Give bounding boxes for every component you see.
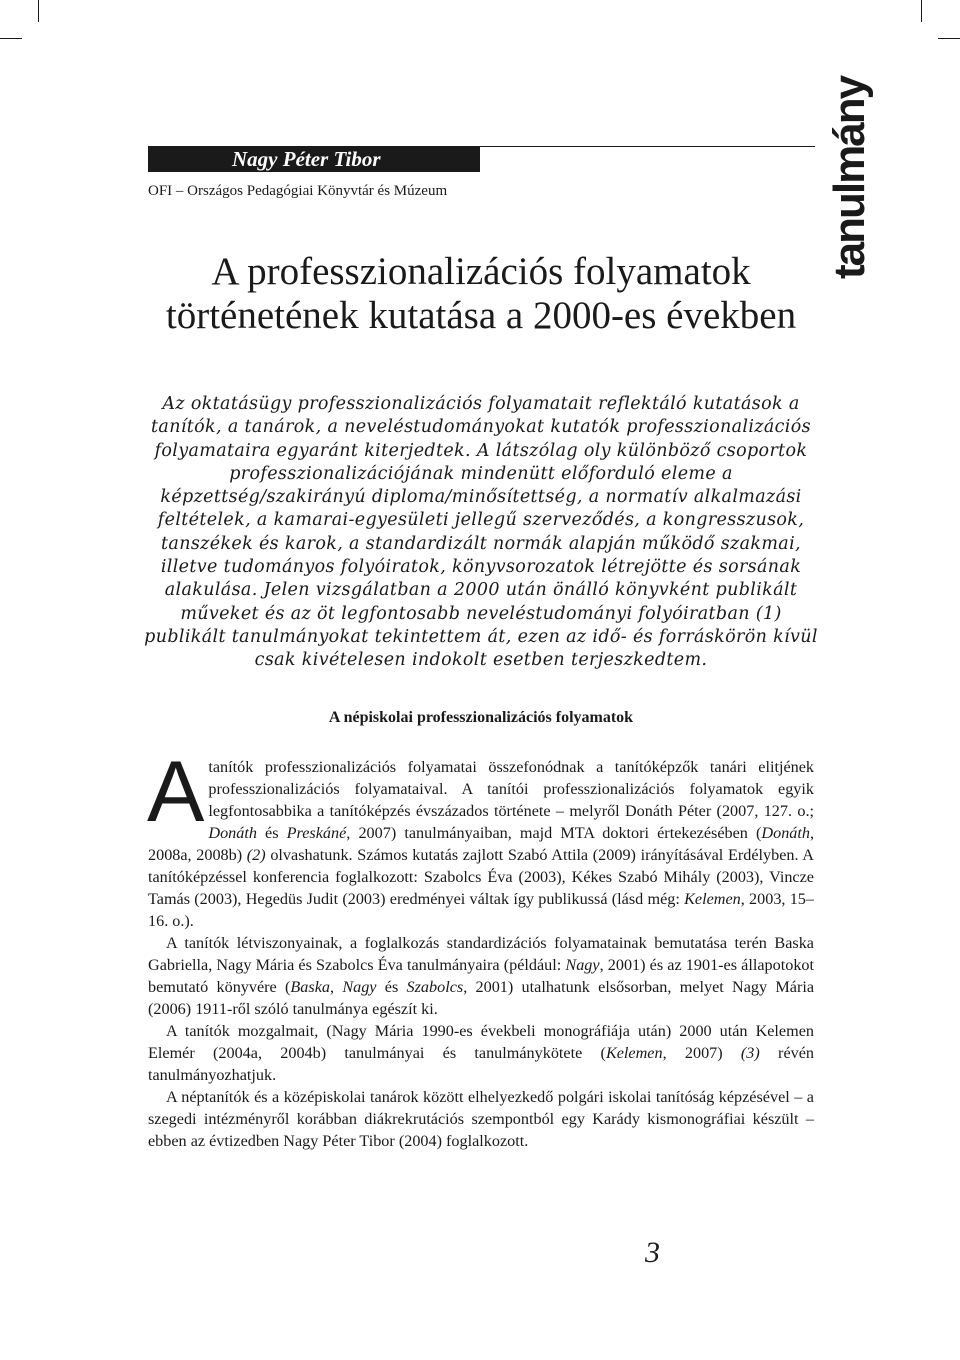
crop-mark <box>0 38 22 39</box>
text-run: , 2001) utalhatunk elsősorban, melyet Nagy Mária (2006) 1911-ről szóló tanulmánya egészít ki. <box>148 978 815 1018</box>
affiliation: OFI – Országos Pedagógiai Könyvtár és Múzeum <box>148 183 448 199</box>
header-rule <box>480 146 815 147</box>
paragraph <box>148 932 814 1020</box>
italic-run: Nagy <box>565 956 600 974</box>
article-title: A professzionalizációs folyamatok történetének kutatása a 2000-es években <box>165 250 797 337</box>
italic-run: Kelemen <box>605 1044 663 1062</box>
drop-cap: A <box>147 744 205 840</box>
text-run: révén tanulmányozhatjuk. <box>148 1044 815 1084</box>
text-run: és <box>256 824 287 842</box>
italic-run: (2) <box>246 846 266 864</box>
italic-run: Preskáné <box>286 824 347 842</box>
crop-mark <box>938 38 960 39</box>
italic-run: Szabolcs <box>406 978 464 996</box>
author-name-bar: Nagy Péter Tibor <box>148 146 480 172</box>
italic-run: Donáth <box>208 824 257 842</box>
text-run: A tanítók mozgalmait, (Nagy Mária 1990-es évekbeli monográfiája után) 2000 után Kelemen Elemér (2004a, 2004b) tanulmányai és tanulmánykötete ( <box>148 1022 814 1062</box>
italic-run: (3) <box>740 1044 760 1062</box>
text-run: , 2003, 15–16. o.). <box>148 890 814 930</box>
crop-mark <box>921 0 922 22</box>
text-run: , 2007) tanulmányaiban, majd MTA doktori értekezésében ( <box>346 824 762 842</box>
section-type-label: tanulmány <box>825 76 874 279</box>
italic-run: Donáth <box>761 824 810 842</box>
crop-mark <box>38 0 39 22</box>
body-text <box>147 744 815 1152</box>
paragraph <box>148 1020 814 1086</box>
text-run: olvashatunk. Számos kutatás zajlott Szabó Attila (2009) irányításával Erdélyben. A tanítóképzéssel konferencia foglalkozott: Szabolcs Éva (2003), Kékes Szabó Mihály (2003), Vincze Tamás (2003), Hegedüs Judit (2003) eredményei váltak így publikussá (lásd még: <box>148 846 814 908</box>
text-run: , 2008a, 2008b) <box>148 824 815 864</box>
italic-run: Baska <box>290 978 330 996</box>
text-run: A tanítók létviszonyainak, a foglalkozás standardizációs folyamatainak bemutatása terén Baska Gabriella, Nagy Mária és Szabolcs Éva tanulmányaira (például: <box>148 934 814 974</box>
italic-run: Kelemen <box>684 890 741 908</box>
abstract: Az oktatásügy professzionalizációs folyamatait reflektáló kutatások a tanítók, a tanárok, a neveléstudományokat kutatók professzionalizációs folyamataira egyaránt kiterjedtek. A látszólag oly különböző csoportok professzionalizációjának mindenütt előforduló eleme a képzettség/szakirányú diploma/minősítettség, a normatív alkalmazási feltételek, a kamarai-egyesületi jellegű szerveződés, a kongresszusok, tanszékek és karok, a standardizált normák alapján működő szakmai, illetve tudományos folyóiratok, könyvsorozatok létrejötte és sorsának alakulása. Jelen vizsgálatban a 2000 után önálló könyvként publikált műveket és az öt legfontosabb neveléstudományi folyóiratban (1) publikált tanulmányokat tekintettem át, ezen az idő- és forráskörön kívül csak kivételesen indokolt esetben terjeszkedtem. <box>144 394 818 671</box>
text-run: , 2007) <box>662 1044 741 1062</box>
text-run: és <box>376 978 407 996</box>
paragraph <box>147 744 815 932</box>
italic-run: Nagy <box>342 978 377 996</box>
text-run: , 2001) és az 1901-es állapotokot bemutató könyvére ( <box>148 956 815 996</box>
text-run: tanítók professzionalizációs folyamatai összefonódnak a tanítóképzők tanári elitjének professzionalizációs folyamataival. A tanítói professzionalizációs folyamatok egyik legfontosabbika a tanítóképzés évszázados története – melyről Donáth Péter (2007, 127. o.; <box>208 758 814 820</box>
text-run: , <box>329 978 343 996</box>
page-number: 3 <box>645 1236 660 1269</box>
section-heading: A népiskolai professzionalizációs folyamatok <box>328 709 634 726</box>
paragraph: A néptanítók és a középiskolai tanárok között elhelyezkedő polgári iskolai tanítóság képzésével – a szegedi intézményről korábban diákrekrutációs szempontból egy Karády kismonográfiai készült – ebben az évtizedben Nagy Péter Tibor (2004) foglalkozott. <box>148 1088 814 1150</box>
